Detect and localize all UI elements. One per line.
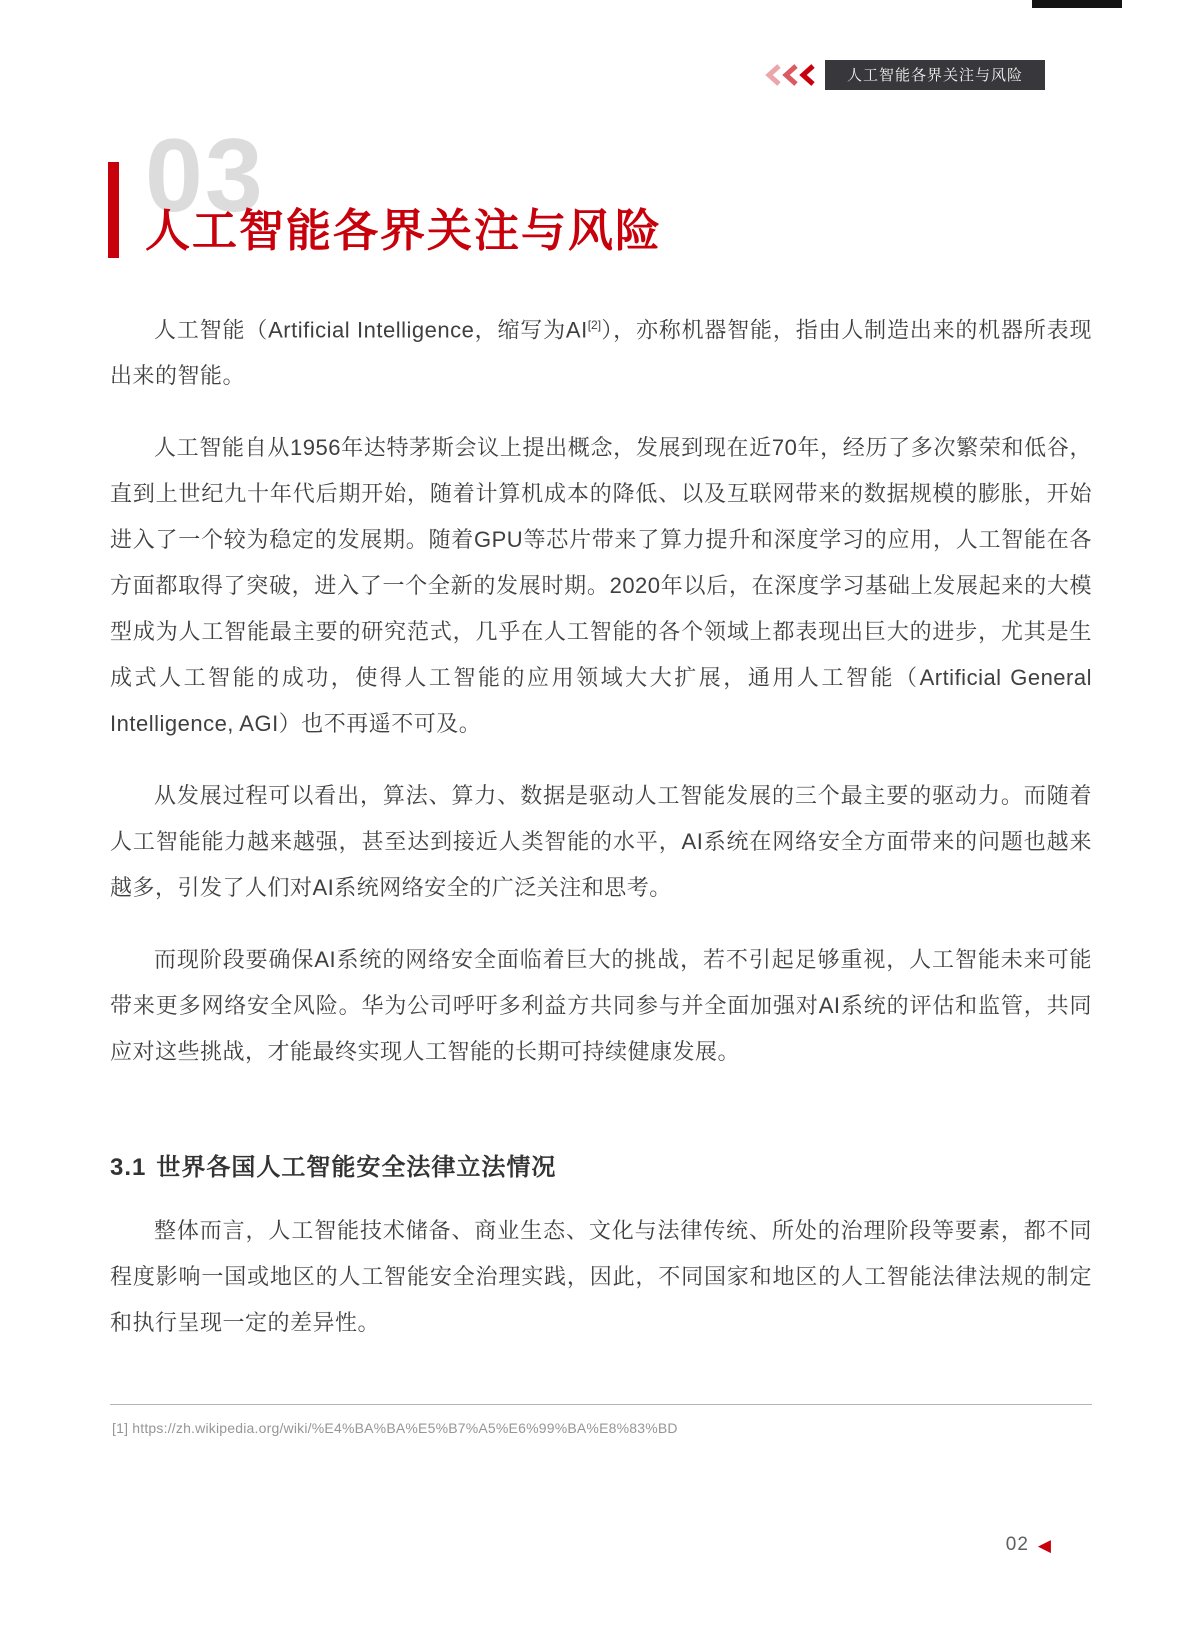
top-corner-tab [1032, 0, 1122, 8]
page-number [1006, 1534, 1052, 1556]
chapter-accent-bar [108, 162, 119, 258]
chapter-heading [108, 118, 1008, 300]
footer-divider [110, 1404, 1092, 1405]
section-number: 3.1 [110, 1154, 147, 1182]
body-paragraph: 而现阶段要确保AI系统的网络安全面临着巨大的挑战，若不引起足够重视，人工智能未来可能带来更多网络安全风险。华为公司呼吁多利益方共同参与并全面加强对AI系统的评估和监管，共同应对这些挑战，才能最终实现人工智能的长期可持续健康发展。 [110, 947, 1092, 1065]
section-heading [110, 1147, 1092, 1182]
chevrons-left-icon [765, 64, 817, 86]
main-content [110, 302, 1092, 1372]
chapter-title: 人工智能各界关注与风险 [145, 205, 663, 256]
intro-text-after-sup: ），亦称机器智能，指由人制造出来的机器所表现出来的智能。 [110, 317, 1092, 389]
intro-text-before-sup: 人工智能（Artificial Intelligence，缩写为AI [154, 317, 588, 343]
body-paragraph: 从发展过程可以看出，算法、算力、数据是驱动人工智能发展的三个最主要的驱动力。而随着人工智能能力越来越强，甚至达到接近人类智能的水平，AI系统在网络安全方面带来的问题也越来越多，引发了人们对AI系统网络安全的广泛关注和思考。 [110, 783, 1092, 901]
page-number-triangle-icon: ◀ [1037, 1535, 1052, 1555]
footnote-text: [1] https://zh.wikipedia.org/wiki/%E4%BA%BA%E5%B7%A5%E6%99%BA%E8%83%BD [112, 1420, 678, 1436]
footnote-reference: [2] [587, 318, 602, 332]
chapter-number: 03 [145, 118, 265, 234]
header-chapter-label: 人工智能各界关注与风险 [825, 60, 1045, 90]
body-paragraph: 人工智能自从1956年达特茅斯会议上提出概念，发展到现在近70年，经历了多次繁荣和低谷，直到上世纪九十年代后期开始，随着计算机成本的降低、以及互联网带来的数据规模的膨胀，开始进入了一个较为稳定的发展期。随着GPU等芯片带来了算力提升和深度学习的应用，人工智能在各方面都取得了突破，进入了一个全新的发展时期。2020年以后，在深度学习基础上发展起来的大模型成为人工智能最主要的研究范式，几乎在人工智能的各个领域上都表现出巨大的进步，尤其是生成式人工智能的成功，使得人工智能的应用领域大大扩展，通用人工智能（Artificial General Intelligence, AGI）也不再遥不可及。 [110, 435, 1092, 737]
page-header [765, 60, 1045, 90]
section-title: 世界各国人工智能安全法律立法情况 [156, 1154, 557, 1182]
page-number-value: 02 [1005, 1534, 1029, 1555]
section-paragraph: 整体而言，人工智能技术储备、商业生态、文化与法律传统、所处的治理阶段等要素，都不同程度影响一国或地区的人工智能安全治理实践，因此，不同国家和地区的人工智能法律法规的制定和执行呈现一定的差异性。 [110, 1218, 1092, 1336]
body-paragraph-intro [110, 302, 1092, 399]
